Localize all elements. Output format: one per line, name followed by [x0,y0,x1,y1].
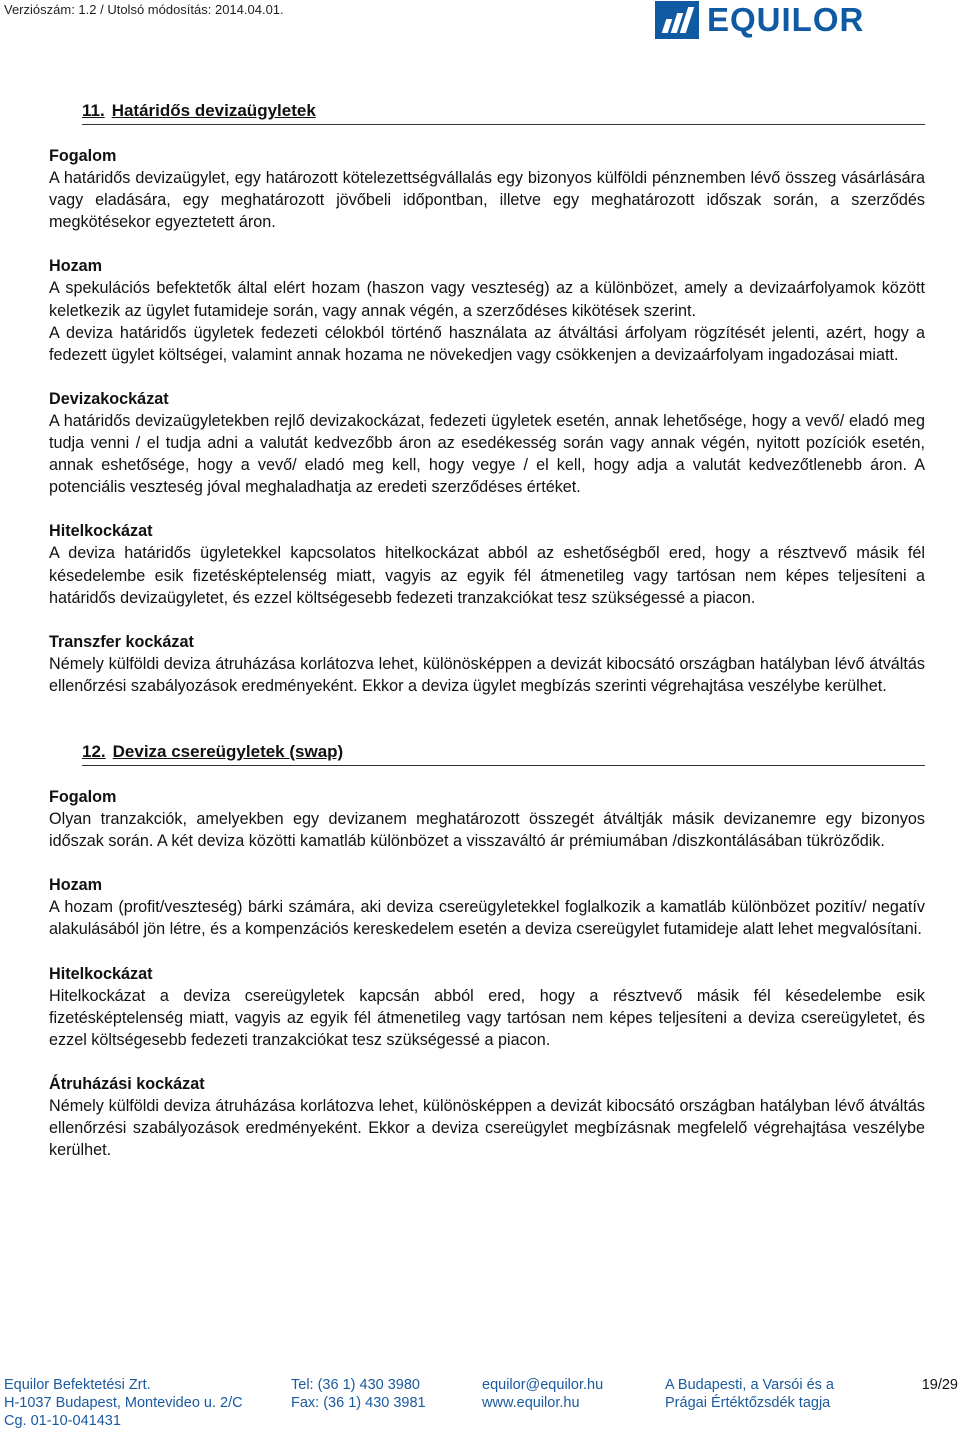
paragraph: A deviza határidős ügyletek fedezeti célokból történő használata az átváltási árfolyam rögzítését jelenti, azért, hogy a fedezett ügylet költségei, valamint annak hozama ne növekedjen vagy csökkenjen a devizaárfolyam ingadozásai miatt. [49,323,925,364]
block-heading: Hitelkockázat [49,964,153,983]
section-title-12 [82,741,925,766]
block-heading: Hozam [49,257,103,276]
paragraph: A spekulációs befektetők által elért hozam (haszon vagy veszteség) az a különbözet, amely a devizaárfolyamok között keletkezik az ügylet futamideje során, vagy annak végén, a szerződéses kikötések szerint. [49,279,925,320]
block-heading: Fogalom [49,147,117,165]
section-title-11 [82,100,925,125]
logo-wordmark: EQUILOR [707,1,865,38]
footer-phone [291,1376,426,1412]
section-number: 12. [82,741,106,761]
block-heading: Devizakockázat [49,389,169,408]
page-footer [0,1376,960,1431]
section-heading: Deviza csereügyletek (swap) [112,741,344,761]
section-number: 11. [82,101,105,120]
company-address: H-1037 Budapest, Montevideo u. 2/C [4,1395,243,1411]
footer-company [4,1376,243,1430]
footer-membership [665,1376,834,1412]
paragraph: Némely külföldi deviza átruházása korlátozva lehet, különösképpen a devizát kibocsátó országban hatályban lévő átváltás ellenőrzési szabályozások eredményeként. Ekkor a deviza csereügylet megbízásnak megfelelő végrehajtása veszélybe kerülhet. [49,1097,925,1160]
company-registration: Cg. 01-10-041431 [4,1413,121,1429]
block-heading: Hitelkockázat [49,522,153,541]
section-heading: Határidős devizaügyletek [111,101,316,120]
document-body [49,100,925,1161]
block-heading: Átruházási kockázat [49,1074,205,1093]
membership-line-1: A Budapesti, a Varsói és a [665,1377,835,1393]
membership-line-2: Prágai Értéktőzsdék tagja [665,1395,831,1411]
equilor-logo-icon [655,1,699,39]
paragraph: A deviza határidős ügyletekkel kapcsolatos hitelkockázat abból az eshetőségből ered, hogy a résztvevő másik fél késedelembe esik fizetésképtelenség miatt, vagyis az egyik fél átmenetileg vagy tartósan nem képes teljesíteni a határidős devizaügyletet, és ezzel költségesebb fedezeti tranzakciókat tesz szükségessé a piacon. [49,544,925,607]
email-link[interactable]: equilor@equilor.hu [482,1377,604,1393]
paragraph: Olyan tranzakciók, amelyekben egy devizanem meghatározott összegét átváltják másik devizanemre egy bizonyos időszak során. A két deviza közötti kamatláb különbözet a visszaváltó ár prémiumában /diszkontálásában tükröződik. [49,810,925,851]
block-heading: Fogalom [49,787,117,806]
paragraph: A határidős devizaügylet, egy határozott kötelezettségvállalás egy bizonyos külföldi pénznemben lévő összeg vásárlására vagy eladására, egy meghatározott jövőbeli időpontban, illetve egy meghatározott időszak során, a szerződés megkötésekor egyeztetett áron. [49,169,925,232]
paragraph: Hitelkockázat a deviza csereügyletek kapcsán abból ered, hogy a résztvevő másik fél késedelembe esik fizetésképtelenség miatt, vagyis az egyik fél átmenetileg vagy tartósan nem képes teljesíteni a deviza csereügyletet, és ezzel költségesebb fedezeti tranzakciókat tesz szükségessé a piacon. [49,986,925,1049]
fax-number: Fax: (36 1) 430 3981 [291,1395,426,1411]
page-header [0,0,960,44]
block-heading: Transzfer kockázat [49,632,194,651]
page-number: 19/29 [921,1377,958,1393]
website-link[interactable]: www.equilor.hu [482,1395,580,1411]
company-name: Equilor Befektetési Zrt. [4,1377,151,1393]
equilor-logo [655,0,955,40]
phone-number: Tel: (36 1) 430 3980 [291,1377,420,1393]
footer-web [482,1376,603,1412]
paragraph: A határidős devizaügyletekben rejlő devizakockázat, fedezeti ügyletek esetén, annak lehetősége, hogy a vevő/ eladó meg tudja venni / el tudja adni a valutát kedvezőbb áron az esedékesség során vagy annak végén, nyitott pozíciók esetén, annak eshetősége, hogy a vevő/ eladó meg kell, hogy vegye / el kell, hogy adja a valutát kedvezőtlenebb áron. A potenciális veszteség jóval meghaladhatja az eredeti szerződéses értéket. [49,411,925,497]
paragraph: A hozam (profit/veszteség) bárki számára, aki deviza csereügyletekkel foglalkozik a kamatláb különbözet pozitív/ negatív alakulásából jön létre, és a kompenzációs kereskedelem esetén a deviza csereügylet futamideje alatt lehet megvalósítani. [49,898,925,939]
version-info: Verziószám: 1.2 / Utolsó módosítás: 2014.04.01. [4,2,284,17]
block-heading: Hozam [49,876,103,895]
paragraph: Némely külföldi deviza átruházása korlátozva lehet, különösképpen a devizát kibocsátó országban hatályban lévő átváltás ellenőrzési szabályozások eredményeként. Ekkor a deviza ügylet megbízás szerinti végrehajtása veszélybe kerülhet. [49,654,925,695]
